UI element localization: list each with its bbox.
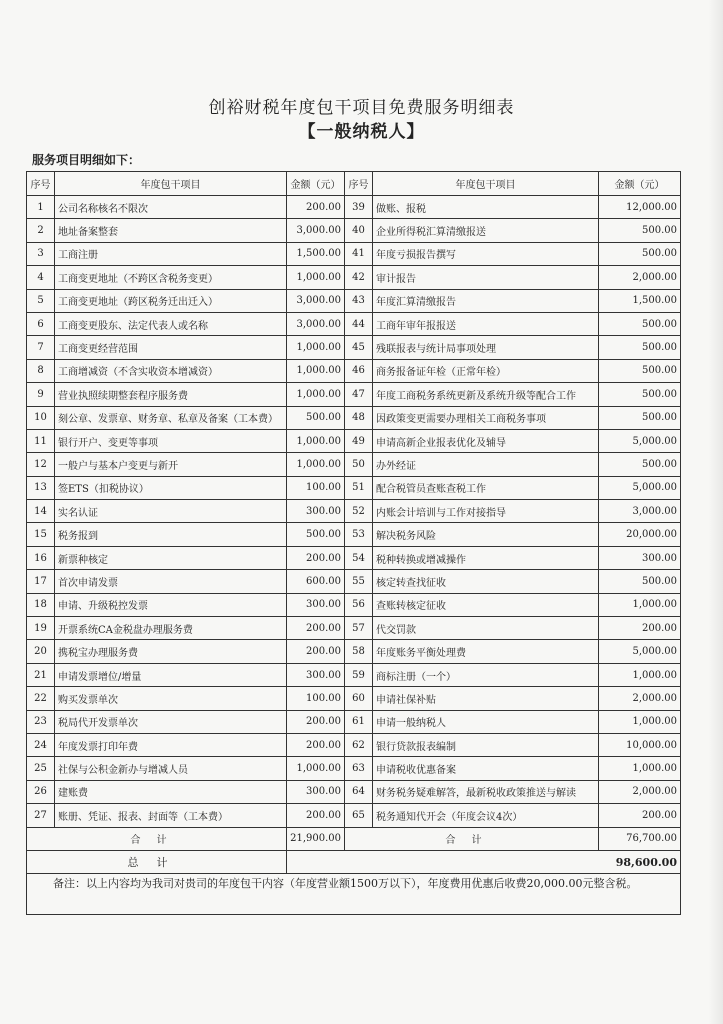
row-item-left: 一般户与基本户变更与新开 [55,453,287,476]
row-seq-right: 64 [345,780,373,803]
row-item-right: 企业所得税汇算清缴报送 [373,219,599,242]
row-amount-left: 100.00 [287,687,345,710]
table-row [27,500,681,523]
row-item-right: 税务通知代开会（年度会议4次） [373,804,599,827]
table-row [27,733,681,756]
subtotal-row [27,827,681,850]
row-item-left: 开票系统CA金税盘办理服务费 [55,617,287,640]
row-item-right: 商标注册（一个） [373,663,599,686]
row-seq-left: 16 [27,546,55,569]
row-amount-right: 5,000.00 [599,476,681,499]
row-amount-left: 1,000.00 [287,429,345,452]
row-item-right: 内账会计培训与工作对接指导 [373,500,599,523]
row-amount-left: 1,000.00 [287,359,345,382]
row-amount-left: 200.00 [287,546,345,569]
row-item-right: 审计报告 [373,266,599,289]
row-amount-left: 200.00 [287,196,345,219]
row-item-left: 工商注册 [55,242,287,265]
row-item-right: 申请社保补贴 [373,687,599,710]
row-item-right: 工商年审年报报送 [373,312,599,335]
row-seq-right: 65 [345,804,373,827]
row-seq-right: 63 [345,757,373,780]
row-seq-right: 58 [345,640,373,663]
row-item-right: 解决税务风险 [373,523,599,546]
row-seq-right: 44 [345,312,373,335]
row-seq-right: 47 [345,383,373,406]
row-item-left: 签ETS（扣税协议） [55,476,287,499]
row-item-left: 新票种核定 [55,546,287,569]
table-row [27,312,681,335]
subtotal-value-right: 76,700.00 [599,827,681,850]
row-seq-right: 54 [345,546,373,569]
row-amount-right: 1,000.00 [599,757,681,780]
subtotal-label-left: 合计 [27,827,287,850]
table-row [27,570,681,593]
row-amount-right: 200.00 [599,804,681,827]
row-amount-right: 300.00 [599,546,681,569]
row-seq-left: 19 [27,617,55,640]
row-seq-left: 5 [27,289,55,312]
row-item-right: 年度亏损报告撰写 [373,242,599,265]
row-item-left: 工商变更地址（不跨区含税务变更） [55,266,287,289]
subtotal-label-right: 合计 [345,827,599,850]
row-seq-left: 6 [27,312,55,335]
table-row [27,593,681,616]
row-item-left: 携税宝办理服务费 [55,640,287,663]
row-item-left: 社保与公积金新办与增减人员 [55,757,287,780]
table-row [27,266,681,289]
row-seq-right: 41 [345,242,373,265]
row-amount-right: 3,000.00 [599,500,681,523]
row-amount-right: 2,000.00 [599,266,681,289]
row-amount-left: 300.00 [287,593,345,616]
service-items-table [26,171,681,915]
row-item-left: 账册、凭证、报表、封面等（工本费） [55,804,287,827]
row-amount-right: 1,000.00 [599,663,681,686]
row-amount-right: 500.00 [599,312,681,335]
row-amount-right: 200.00 [599,617,681,640]
table-row [27,804,681,827]
header-item-left: 年度包干项目 [55,172,287,196]
row-amount-right: 10,000.00 [599,733,681,756]
row-amount-right: 500.00 [599,336,681,359]
row-amount-left: 3,000.00 [287,312,345,335]
table-row [27,359,681,382]
row-amount-right: 500.00 [599,453,681,476]
row-amount-right: 2,000.00 [599,780,681,803]
table-row [27,523,681,546]
total-label: 总计 [27,850,287,873]
row-amount-left: 200.00 [287,617,345,640]
row-amount-right: 1,000.00 [599,593,681,616]
row-item-right: 年度汇算清缴报告 [373,289,599,312]
row-seq-left: 12 [27,453,55,476]
row-seq-right: 61 [345,710,373,733]
row-seq-right: 51 [345,476,373,499]
row-seq-left: 1 [27,196,55,219]
row-seq-left: 22 [27,687,55,710]
table-body [27,196,681,828]
table-row [27,429,681,452]
row-item-left: 实名认证 [55,500,287,523]
row-item-left: 地址备案整套 [55,219,287,242]
note-row [27,874,681,915]
row-item-right: 代交罚款 [373,617,599,640]
row-amount-right: 1,000.00 [599,710,681,733]
row-amount-right: 2,000.00 [599,687,681,710]
row-item-left: 公司名称核名不限次 [55,196,287,219]
row-item-left: 税局代开发票单次 [55,710,287,733]
row-amount-right: 500.00 [599,406,681,429]
row-amount-right: 5,000.00 [599,640,681,663]
row-seq-right: 50 [345,453,373,476]
table-row [27,546,681,569]
row-item-right: 核定转查找征收 [373,570,599,593]
row-seq-right: 57 [345,617,373,640]
row-seq-left: 10 [27,406,55,429]
row-amount-left: 200.00 [287,640,345,663]
table-row [27,406,681,429]
row-item-left: 税务报到 [55,523,287,546]
header-seq-right: 序号 [345,172,373,196]
table-row [27,219,681,242]
row-seq-left: 7 [27,336,55,359]
subtotal-value-left: 21,900.00 [287,827,345,850]
row-item-right: 年度账务平衡处理费 [373,640,599,663]
row-amount-left: 300.00 [287,663,345,686]
row-seq-left: 2 [27,219,55,242]
row-item-left: 工商变更经营范围 [55,336,287,359]
row-amount-left: 1,000.00 [287,453,345,476]
table-row [27,757,681,780]
row-seq-right: 59 [345,663,373,686]
row-seq-left: 27 [27,804,55,827]
note-text: 备注：以上内容均为我司对贵司的年度包干内容（年度营业额1500万以下），年度费用优惠后收费20,000.00元整含税。 [27,874,681,915]
row-amount-left: 1,000.00 [287,383,345,406]
row-amount-left: 3,000.00 [287,289,345,312]
table-row [27,663,681,686]
row-seq-left: 13 [27,476,55,499]
section-label: 服务项目明细如下： [32,153,141,167]
row-item-right: 财务税务疑难解答，最新税收政策推送与解读 [373,780,599,803]
row-item-left: 刻公章、发票章、财务章、私章及备案（工本费） [55,406,287,429]
row-item-right: 申请一般纳税人 [373,710,599,733]
row-item-left: 申请、升级税控发票 [55,593,287,616]
row-seq-left: 20 [27,640,55,663]
row-seq-left: 18 [27,593,55,616]
row-amount-left: 200.00 [287,710,345,733]
row-amount-right: 5,000.00 [599,429,681,452]
row-seq-right: 62 [345,733,373,756]
page-subtitle: 【一般纳税人】 [298,122,425,142]
row-seq-left: 15 [27,523,55,546]
row-item-right: 申请税收优惠备案 [373,757,599,780]
row-item-right: 年度工商税务系统更新及系统升级等配合工作 [373,383,599,406]
row-seq-right: 53 [345,523,373,546]
table-row [27,640,681,663]
row-amount-left: 300.00 [287,500,345,523]
table-row [27,476,681,499]
row-seq-left: 14 [27,500,55,523]
row-amount-right: 500.00 [599,570,681,593]
row-seq-left: 26 [27,780,55,803]
header-item-right: 年度包干项目 [373,172,599,196]
table-row [27,617,681,640]
row-item-left: 工商变更股东、法定代表人或名称 [55,312,287,335]
row-seq-left: 25 [27,757,55,780]
row-seq-right: 42 [345,266,373,289]
row-item-left: 购买发票单次 [55,687,287,710]
total-row [27,850,681,873]
row-item-right: 申请高新企业报表优化及辅导 [373,429,599,452]
row-item-left: 年度发票打印年费 [55,733,287,756]
row-seq-left: 23 [27,710,55,733]
row-amount-right: 20,000.00 [599,523,681,546]
table-row [27,383,681,406]
header-amount-right: 金额（元） [599,172,681,196]
row-amount-left: 600.00 [287,570,345,593]
row-seq-left: 17 [27,570,55,593]
row-seq-right: 52 [345,500,373,523]
row-seq-right: 43 [345,289,373,312]
row-item-left: 工商变更地址（跨区税务迁出迁入） [55,289,287,312]
table-row [27,196,681,219]
row-amount-left: 200.00 [287,804,345,827]
row-item-left: 营业执照续期整套程序服务费 [55,383,287,406]
row-amount-left: 1,000.00 [287,336,345,359]
header-seq-left: 序号 [27,172,55,196]
row-seq-left: 3 [27,242,55,265]
page-title: 创裕财税年度包干项目免费服务明细表 [208,98,515,118]
row-item-right: 税种转换或增减操作 [373,546,599,569]
row-amount-right: 500.00 [599,242,681,265]
row-item-right: 因政策变更需要办理相关工商税务事项 [373,406,599,429]
row-item-right: 商务报备证年检（正常年检） [373,359,599,382]
row-item-right: 查账转核定征收 [373,593,599,616]
row-seq-right: 39 [345,196,373,219]
row-item-left: 银行开户、变更等事项 [55,429,287,452]
table-row [27,336,681,359]
row-seq-right: 49 [345,429,373,452]
row-item-right: 做账、报税 [373,196,599,219]
row-seq-right: 60 [345,687,373,710]
row-item-right: 残联报表与统计局事项处理 [373,336,599,359]
table-row [27,687,681,710]
row-item-left: 建账费 [55,780,287,803]
row-item-left: 首次申请发票 [55,570,287,593]
row-seq-left: 8 [27,359,55,382]
row-seq-left: 9 [27,383,55,406]
row-amount-left: 200.00 [287,733,345,756]
row-seq-left: 21 [27,663,55,686]
row-item-right: 办外经证 [373,453,599,476]
row-item-left: 工商增减资（不含实收资本增减资） [55,359,287,382]
row-seq-left: 11 [27,429,55,452]
row-amount-left: 1,500.00 [287,242,345,265]
row-amount-left: 1,000.00 [287,757,345,780]
row-seq-right: 45 [345,336,373,359]
row-item-right: 银行贷款报表编制 [373,733,599,756]
row-seq-right: 40 [345,219,373,242]
row-amount-left: 500.00 [287,406,345,429]
table-row [27,710,681,733]
row-seq-left: 24 [27,733,55,756]
row-amount-right: 500.00 [599,359,681,382]
row-item-left: 申请发票增位/增量 [55,663,287,686]
row-seq-right: 48 [345,406,373,429]
row-item-right: 配合税管员查账查税工作 [373,476,599,499]
row-amount-right: 12,000.00 [599,196,681,219]
table-row [27,289,681,312]
page-edge-shadow [709,0,723,1024]
header-amount-left: 金额（元） [287,172,345,196]
row-seq-left: 4 [27,266,55,289]
table-header-row [27,172,681,196]
row-amount-right: 500.00 [599,219,681,242]
row-amount-left: 100.00 [287,476,345,499]
table-row [27,780,681,803]
row-amount-left: 300.00 [287,780,345,803]
table-row [27,453,681,476]
row-seq-right: 46 [345,359,373,382]
row-seq-right: 56 [345,593,373,616]
row-amount-right: 500.00 [599,383,681,406]
total-value: 98,600.00 [287,850,681,873]
row-amount-left: 1,000.00 [287,266,345,289]
row-seq-right: 55 [345,570,373,593]
table-row [27,242,681,265]
row-amount-left: 3,000.00 [287,219,345,242]
row-amount-left: 500.00 [287,523,345,546]
row-amount-right: 1,500.00 [599,289,681,312]
